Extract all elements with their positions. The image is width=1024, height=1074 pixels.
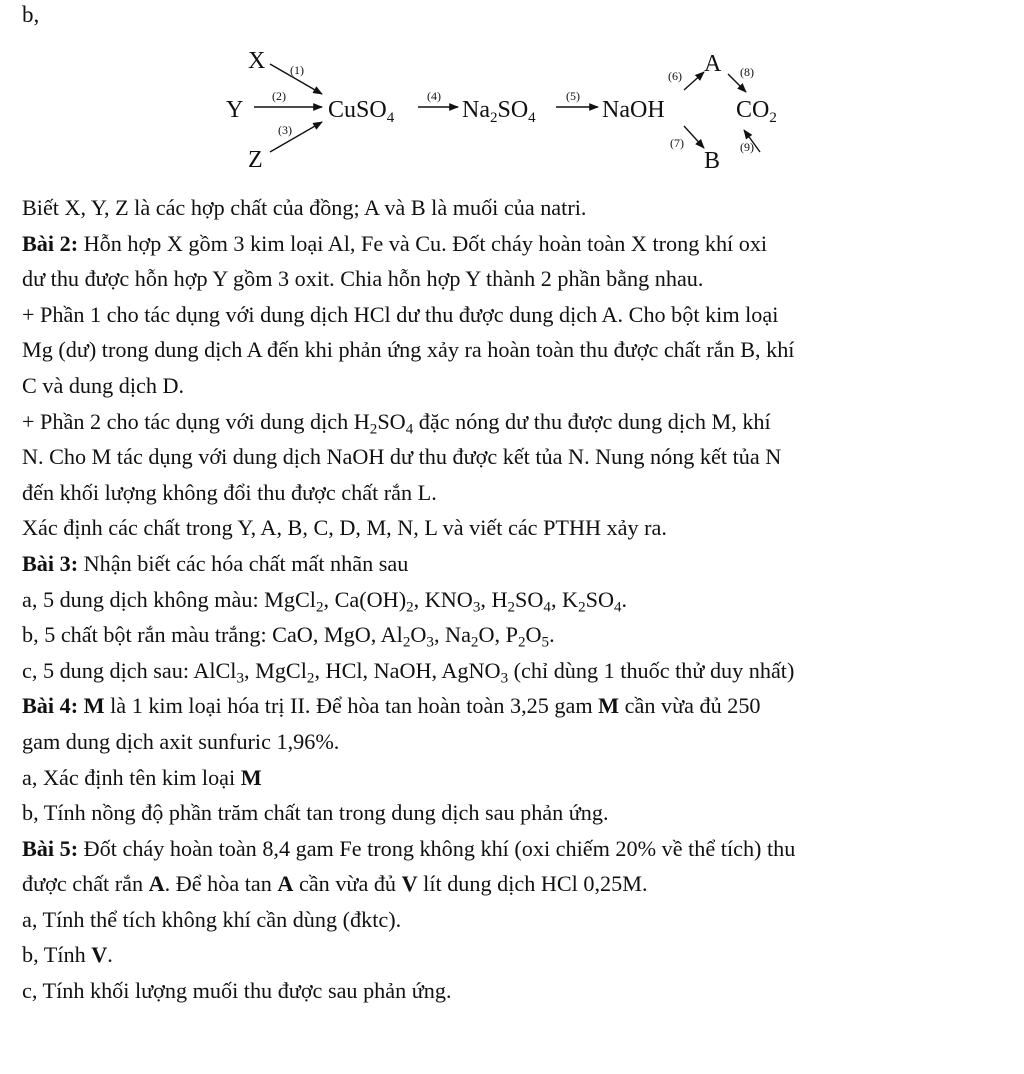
compound-na2so4: $Na_2SO_4$ (462, 97, 536, 126)
bai4-line-1: Bài 4: M là 1 kim loại hóa trị II. Để hòa tan hoàn toàn 3,25 gam M cần vừa đủ 250 (22, 693, 761, 719)
bai5-line-2: được chất rắn A. Để hòa tan A cần vừa đủ V lít dung dịch HCl 0,25M. (22, 871, 648, 897)
arrow-7 (684, 126, 704, 148)
bai3-item-c: c, 5 dung dịch sau: AlCl$_3$, MgCl$_2$, HCl, NaOH, AgNO$_3$ (chỉ dùng 1 thuốc thử duy nhất) (22, 657, 795, 687)
bai2-line-4: Mg (dư) trong dung dịch A đến khi phản ứng xảy ra hoàn toàn thu được chất rắn B, khí (22, 337, 795, 363)
bai4-item-b: b, Tính nồng độ phần trăm chất tan trong dung dịch sau phản ứng. (22, 800, 609, 826)
bai3-item-a: a, 5 dung dịch không màu: MgCl$_2$, $Ca(OH)_2$, $KNO_3$, $H_2SO_4$, $K_2SO_4$. (22, 586, 628, 616)
bai3-item-b: b, 5 chất bột rắn màu trắng: CaO, MgO, $Al_2O_3$, $Na_2O$, $P_2O_5$. (22, 622, 555, 651)
bai3-title: Bài 3: (22, 550, 79, 576)
bai2-line-9: Xác định các chất trong Y, A, B, C, D, M, N, L và viết các PTHH xảy ra. (22, 515, 667, 541)
exercise-text (22, 190, 1007, 1009)
step-label-4: (4) (427, 89, 441, 103)
bai4-title: Bài 4: (22, 693, 79, 719)
salt-b: B (704, 148, 721, 174)
bai2-line-2: dư thu được hỗn hợp Y gồm 3 oxit. Chia hỗn hợp Y thành 2 phần bằng nhau. (22, 266, 704, 292)
reactant-x: X (248, 48, 266, 74)
bai4-line-2: gam dung dịch axit sunfuric 1,96%. (22, 728, 340, 754)
arrow-6 (684, 72, 704, 90)
step-label-7: (7) (670, 136, 684, 150)
bai2-line-6: + Phần 2 cho tác dụng với dung dịch $H_2SO_4$ đặc nóng dư thu được dung dịch M, khí (22, 408, 771, 438)
bai5-line-1: Bài 5: Đốt cháy hoàn toàn 8,4 gam Fe trong không khí (oxi chiếm 20% về thể tích) thu (22, 835, 796, 861)
bai2-line-5: C và dung dịch D. (22, 372, 185, 398)
bai3-line-1: Bài 3: Nhận biết các hóa chất mất nhãn sau (22, 550, 409, 576)
bai2-title: Bài 2: (22, 230, 79, 256)
reactant-y: Y (226, 97, 244, 123)
bai5-item-a: a, Tính thể tích không khí cần dùng (đktc). (22, 906, 402, 932)
reaction-scheme (0, 34, 1024, 184)
bai2-line-8: đến khối lượng không đổi thu được chất rắn L. (22, 479, 437, 505)
step-label-1: (1) (290, 63, 304, 77)
step-label-6: (6) (668, 69, 682, 83)
bai5-item-b: b, Tính V. (22, 942, 113, 968)
bai4-item-a: a, Xác định tên kim loại M (22, 764, 262, 790)
compound-naoh: NaOH (602, 97, 665, 123)
scheme-note: Biết X, Y, Z là các hợp chất của đồng; A và B là muối của natri. (22, 195, 587, 220)
bai2-line-7: N. Cho M tác dụng với dung dịch NaOH dư thu được kết tủa N. Nung nóng kết tủa N (22, 444, 782, 470)
bai5-title: Bài 5: (22, 835, 79, 861)
bai2-line-3: + Phần 1 cho tác dụng với dung dịch HCl dư thu được dung dịch A. Cho bột kim loại (22, 301, 779, 327)
step-label-5: (5) (566, 89, 580, 103)
salt-a: A (704, 51, 722, 77)
step-label-8: (8) (740, 65, 754, 79)
step-label-9: (9) (740, 140, 754, 154)
compound-co2: $CO_2$ (736, 97, 777, 126)
bai5-item-c: c, Tính khối lượng muối thu được sau phản ứng. (22, 978, 452, 1004)
reactant-z: Z (248, 147, 263, 173)
bai2-line-1: Bài 2: Hỗn hợp X gồm 3 kim loại Al, Fe và Cu. Đốt cháy hoàn toàn X trong khí oxi (22, 230, 768, 256)
part-label: b, (22, 2, 40, 27)
compound-cuso4: CuSO$_4$ (328, 97, 395, 126)
step-label-3: (3) (278, 123, 292, 137)
step-label-2: (2) (272, 89, 286, 103)
